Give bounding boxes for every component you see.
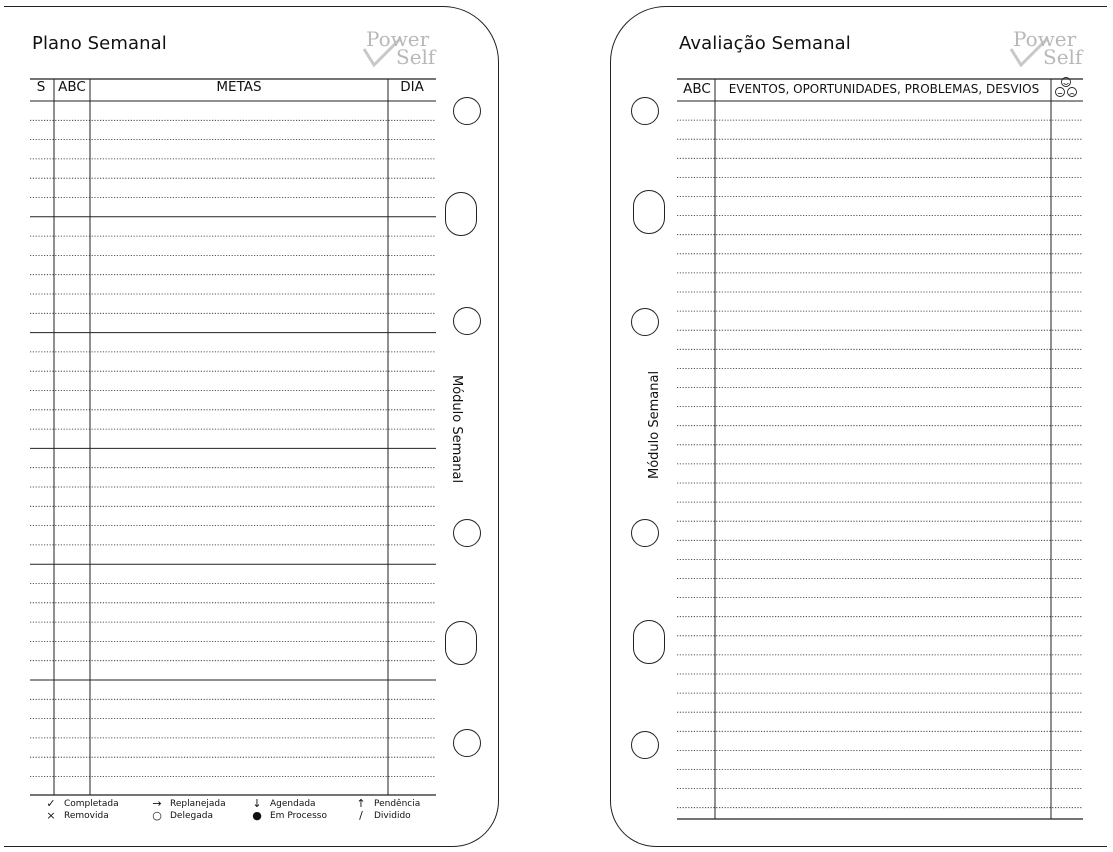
legend-item-pendencia: ↑ Pendência (354, 799, 420, 809)
arrow-down-icon: ↓ (252, 797, 262, 810)
arrow-up-icon: ↑ (356, 797, 366, 810)
legend-item-em-processo: ● Em Processo (250, 811, 327, 821)
page-title: Avaliação Semanal (679, 33, 851, 54)
binder-hole (633, 620, 665, 664)
legend-item-completada: ✓ Completada (44, 799, 119, 809)
arrow-right-icon: → (152, 797, 162, 810)
binder-hole (453, 307, 481, 335)
binder-hole (631, 519, 659, 547)
logo-text-self: Self (1043, 45, 1083, 69)
plan-grid (4, 7, 499, 848)
faces-icon (1051, 75, 1081, 99)
page-title: Plano Semanal (32, 33, 167, 54)
binder-hole (453, 97, 481, 125)
legend-item-delegada: ○ Delegada (150, 811, 213, 821)
weekly-plan-page (4, 6, 499, 847)
legend-item-removida: × Removida (44, 811, 109, 821)
filled-circle-icon: ● (252, 809, 262, 822)
review-grid (611, 7, 1108, 848)
column-header-metas: METAS (216, 79, 262, 95)
side-label: Módulo Semanal (647, 370, 662, 479)
binder-hole (445, 192, 477, 236)
check-icon: ✓ (46, 797, 56, 810)
binder-hole (631, 731, 659, 759)
column-header-abc: ABC (58, 79, 86, 95)
legend-item-dividido: / Dividido (354, 811, 411, 821)
logo-text-power: Power (1013, 27, 1077, 51)
legend-item-agendada: ↓ Agendada (250, 799, 316, 809)
binder-hole (453, 729, 481, 757)
cross-icon: × (46, 809, 56, 822)
weekly-review-page (610, 6, 1107, 847)
binder-hole (445, 621, 477, 665)
binder-hole (631, 97, 659, 125)
logo-text-self: Self (396, 45, 436, 69)
column-header-eventos: EVENTOS, OPORTUNIDADES, PROBLEMAS, DESVIOS (728, 82, 1040, 96)
column-header-dia: DIA (400, 79, 424, 95)
logo-text-power: Power (366, 27, 430, 51)
binder-hole (631, 308, 659, 336)
column-header-s: S (36, 79, 46, 95)
circle-icon: ○ (152, 809, 162, 822)
slash-icon: / (359, 809, 363, 822)
side-label: Módulo Semanal (449, 375, 464, 484)
binder-hole (633, 190, 665, 234)
legend-item-replanejada: → Replanejada (150, 799, 226, 809)
binder-hole (453, 519, 481, 547)
column-header-abc: ABC (683, 81, 711, 97)
